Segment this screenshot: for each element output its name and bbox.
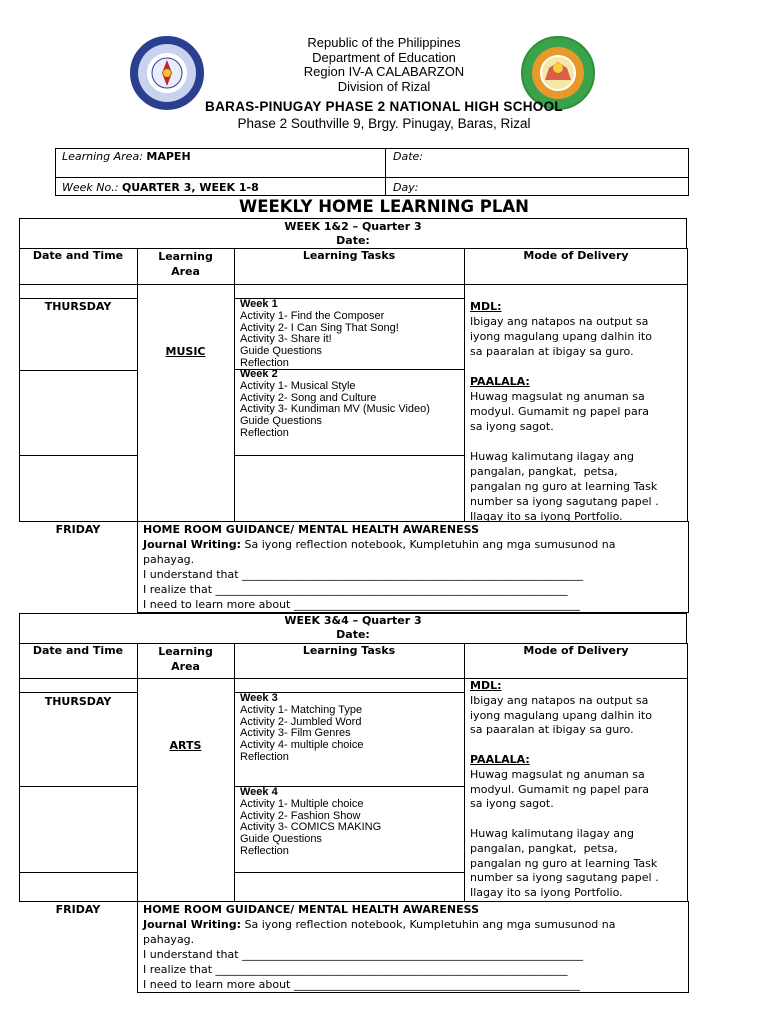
mode-line: Ilagay ito sa iyong Portfolio. [470, 886, 623, 900]
spacer [470, 359, 659, 374]
task-item: Activity 2- Jumbled Word [240, 715, 362, 728]
mode-line: pangalan, pangkat, petsa, [470, 841, 618, 855]
grid-line [19, 298, 137, 299]
week-title: Week 3 [240, 692, 278, 704]
learning-area-value: MAPEH [146, 150, 191, 163]
grid-line [19, 872, 137, 873]
col-header-date: Date and Time [32, 249, 124, 262]
week-value: QUARTER 3, WEEK 1-8 [121, 181, 259, 194]
mode-line: Ibigay ang natapos na output sa [470, 315, 649, 328]
mode-line: Huwag kalimutang ilagay ang [470, 826, 634, 840]
header-line: Region IV-A CALABARZON [303, 64, 465, 79]
jw-text: pahayag. [143, 553, 195, 566]
grid-line [19, 284, 688, 285]
grid-line [687, 643, 688, 901]
spacer [470, 812, 659, 827]
task-item: Activity 2- Song and Culture [240, 391, 377, 404]
mode-line: pangalan, pangkat, petsa, [470, 465, 618, 478]
date-field [393, 150, 423, 163]
col-header-mode: Mode of Delivery [523, 644, 629, 657]
school-name: BARAS-PINUGAY PHASE 2 NATIONAL HIGH SCHOOL [205, 99, 563, 114]
col-header-area-line: Area [171, 660, 200, 673]
mode-line: sa paaralan at ibigay sa guro. [470, 345, 634, 358]
grid-line [137, 992, 688, 993]
friday-label: FRIDAY [55, 903, 101, 916]
hg-title: HOME ROOM GUIDANCE/ MENTAL HEALTH AWARENESS [143, 523, 479, 536]
col-header-date: Date and Time [32, 644, 124, 657]
mode-line: sa iyong sagot. [470, 797, 554, 811]
spacer [470, 434, 659, 449]
jw-text: pahayag. [143, 933, 195, 946]
learning-area-arts: ARTS [169, 739, 202, 752]
section-title: WEEK 3&4 – Quarter 3 [284, 614, 422, 627]
school-address: Phase 2 Southville 9, Brgy. Pinugay, Baras, Rizal [237, 116, 531, 131]
task-item: Activity 3- COMICS MAKING [240, 821, 382, 834]
mode-line: iyong magulang upang dalhin ito [470, 330, 652, 343]
info-divider [385, 148, 386, 195]
task-item: Activity 1- Find the Composer [240, 309, 385, 322]
grid-line [464, 248, 465, 521]
col-header-area-line: Learning [158, 645, 213, 658]
jw-text: Sa iyong reflection notebook, Kumpletuhin ang mga sumusunod na [241, 918, 616, 931]
homeroom-guidance [143, 522, 616, 612]
spacer [470, 738, 659, 753]
task-item: Activity 1- Multiple choice [240, 797, 364, 810]
need-line: I need to learn more about ____________________________________________________ [143, 598, 580, 611]
mode-line: Ilagay ito sa iyong Portfolio. [470, 510, 623, 523]
task-item: Activity 2- Fashion Show [240, 809, 361, 822]
mdl-label: MDL: [470, 679, 502, 692]
realize-line: I realize that ________________________________________________________________ [143, 583, 568, 596]
mode-line: sa iyong sagot. [470, 420, 554, 433]
col-header-area-line: Area [171, 265, 200, 278]
section-date-label: Date: [336, 628, 370, 641]
mode-line: sa paaralan at ibigay sa guro. [470, 723, 634, 737]
task-item: Activity 3- Kundiman MV (Music Video) [240, 403, 430, 416]
friday-label: FRIDAY [55, 523, 101, 536]
grid-line [234, 248, 235, 521]
grid-line [687, 248, 688, 521]
mdl-label: MDL: [470, 300, 502, 313]
mode-line: Ibigay ang natapos na output sa [470, 693, 649, 707]
week-title: Week 1 [240, 298, 278, 310]
grid-line [19, 455, 137, 456]
section-title: WEEK 1&2 – Quarter 3 [284, 220, 422, 233]
col-header-area [137, 249, 234, 279]
header-line: Division of Rizal [337, 78, 431, 94]
mode-line: modyul. Gumamit ng papel para [470, 405, 649, 418]
realize-line: I realize that ________________________________________________________________ [143, 963, 568, 976]
col-header-area [137, 644, 234, 674]
col-header-tasks: Learning Tasks [302, 249, 396, 262]
col-header-mode: Mode of Delivery [523, 249, 629, 262]
header [0, 36, 768, 94]
header-line: Department of Education [312, 49, 456, 65]
grid-line [19, 786, 137, 787]
section-date-label: Date: [336, 234, 370, 247]
day-label: THURSDAY [44, 695, 112, 708]
paalala-label: PAALALA: [470, 752, 530, 766]
task-item: Reflection [240, 356, 289, 369]
mode-line: pangalan ng guro at learning Task [470, 856, 658, 870]
jw-label: Journal Writing: [143, 918, 242, 931]
need-line: I need to learn more about ____________________________________________________ [143, 978, 580, 991]
task-item: Reflection [240, 750, 289, 763]
task-item: Reflection [240, 844, 289, 857]
task-item: Guide Questions [240, 833, 322, 846]
mode-line: Huwag magsulat ng anuman sa [470, 390, 645, 403]
mode-line: number sa iyong sagutang papel . [470, 495, 659, 508]
homeroom-guidance [143, 902, 616, 992]
grid-line [137, 643, 138, 901]
week-label: Week No.: [62, 181, 119, 194]
jw-label: Journal Writing: [143, 538, 242, 551]
week-4-tasks [240, 787, 381, 858]
week-2-tasks [240, 369, 430, 440]
hg-title: HOME ROOM GUIDANCE/ MENTAL HEALTH AWARENESS [143, 903, 479, 916]
learning-area-label: Learning Area: [62, 150, 143, 163]
mode-line: pangalan ng guro at learning Task [470, 480, 658, 493]
grid-line [137, 248, 138, 521]
mode-of-delivery [470, 299, 659, 524]
grid-line [19, 692, 137, 693]
col-header-tasks: Learning Tasks [302, 644, 396, 657]
task-item: Guide Questions [240, 345, 322, 358]
mode-line: number sa iyong sagutang papel . [470, 871, 659, 885]
task-item: Activity 4- multiple choice [240, 739, 364, 752]
grid-line [234, 643, 235, 901]
info-divider [55, 177, 688, 178]
mode-line: Huwag magsulat ng anuman sa [470, 767, 645, 781]
week-1-tasks [240, 299, 399, 370]
mode-of-delivery [470, 679, 659, 901]
grid-line [234, 455, 464, 456]
jw-text: Sa iyong reflection notebook, Kumpletuhin ang mga sumusunod na [241, 538, 616, 551]
grid-line [19, 643, 20, 901]
mode-line: iyong magulang upang dalhin ito [470, 708, 652, 722]
task-item: Guide Questions [240, 415, 322, 428]
learning-area-music: MUSIC [165, 345, 206, 358]
task-item: Reflection [240, 426, 289, 439]
task-item: Activity 1- Matching Type [240, 703, 363, 716]
understand-line: I understand that ______________________________________________________________ [143, 948, 584, 961]
plan-title: WEEKLY HOME LEARNING PLAN [239, 197, 529, 216]
grid-line [234, 872, 464, 873]
day-label: THURSDAY [44, 300, 112, 313]
col-header-area-line: Learning [158, 250, 213, 263]
understand-line: I understand that ______________________________________________________________ [143, 568, 584, 581]
day-field [393, 181, 418, 194]
week-title: Week 2 [240, 368, 278, 380]
header-line: Republic of the Philippines [307, 35, 461, 50]
task-item: Activity 2- I Can Sing That Song! [240, 321, 399, 334]
task-item: Activity 1- Musical Style [240, 379, 356, 392]
grid-line [464, 643, 465, 901]
day-label: Day: [393, 181, 419, 194]
grid-line [19, 248, 20, 521]
mode-line: Huwag kalimutang ilagay ang [470, 450, 634, 463]
task-item: Activity 3- Share it! [240, 333, 332, 346]
date-label: Date: [393, 150, 423, 163]
week-title: Week 4 [240, 786, 278, 798]
task-item: Activity 3- Film Genres [240, 727, 351, 740]
paalala-label: PAALALA: [470, 375, 530, 388]
grid-line [19, 370, 137, 371]
week-3-tasks [240, 693, 364, 764]
mode-line: modyul. Gumamit ng papel para [470, 782, 649, 796]
week-field [62, 181, 259, 194]
learning-area-field [62, 150, 191, 163]
